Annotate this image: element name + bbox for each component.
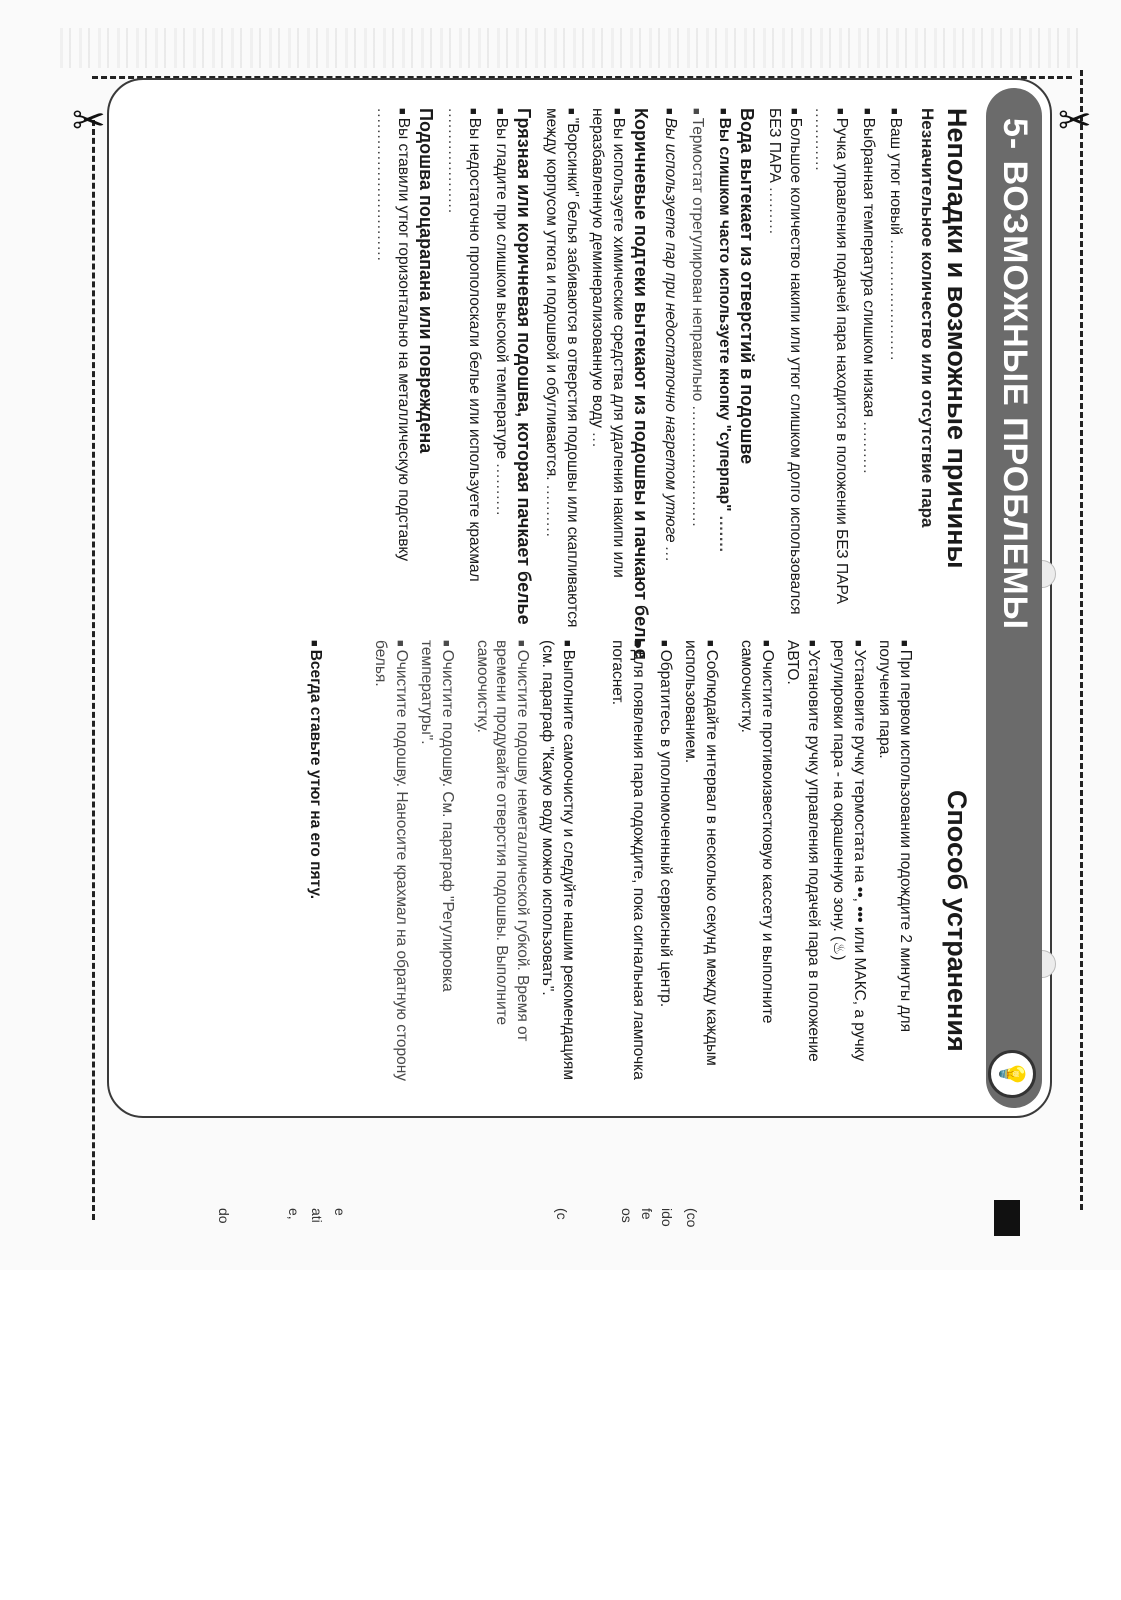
problem-title: Незначительное количество или отсутствие пара <box>918 108 937 528</box>
cause-item: ■ Вы используете пар при недостаточно нагретом утюге ... <box>659 108 680 628</box>
cut-line-left <box>92 120 95 1220</box>
fragment-text: os <box>619 1208 635 1223</box>
fragment-text: fe <box>639 1208 655 1220</box>
problem-title: Грязная или коричневая подошва, которая пачкает белье <box>514 108 534 625</box>
fixes-heading: Способ устранения <box>942 790 972 1052</box>
cause-item: ■ "Ворсинки" белья забиваются в отверстия подошвы или скапливаются между корпусом утюга и подошвой и обугливаются. .......... <box>542 108 582 628</box>
adjacent-page-fragment <box>80 1208 1060 1248</box>
page-tab-marker <box>994 1200 1020 1236</box>
scissors-icon: ✂ <box>1058 99 1092 143</box>
fix-item: ■ Установите ручку управления подачей пара в положение АВТО. <box>783 640 823 1090</box>
fix-item: ■ Соблюдайте интервал в несколько секунд между каждым использованием. <box>681 640 721 1090</box>
fixes-column <box>298 640 972 1090</box>
section-title: 5- ВОЗМОЖНЫЕ ПРОБЛЕМЫ <box>996 118 1034 630</box>
fix-item: ■ Очистите подошву. См. параграф "Регулировка температуры". <box>417 640 457 1090</box>
fragment-text: (co <box>684 1208 700 1228</box>
cause-item: ■ Ваш утюг новый ....................... <box>884 108 905 628</box>
fragment-text: e, <box>286 1208 302 1220</box>
fix-item: ■ При первом использовании подождите 2 минуты для получения пара. <box>875 640 915 1090</box>
cause-item: ■ Термостат отрегулирован неправильно ....................... <box>686 108 707 628</box>
cause-item: ■ Ручка управления подачей пара находится в положении БЕЗ ПАРА ............ <box>811 108 851 628</box>
problem-title: Подошва поцарапана или повреждена <box>416 108 436 454</box>
problem-group <box>373 108 436 628</box>
cause-item: ■ Вы используете химические средства для удаления накипи или неразбавленную деминерализованную воду ... <box>588 108 628 628</box>
cause-item: ■ Вы гладите при слишком высокой температуре .......... <box>490 108 511 628</box>
scissors-icon: ✂ <box>72 99 106 143</box>
problem-group <box>659 108 757 628</box>
causes-column <box>365 108 972 659</box>
causes-heading: Неполадки и возможные причины <box>942 108 972 569</box>
fragment-text: e <box>332 1208 348 1216</box>
cause-item: ■ Вы недостаточно прополоскали белье или используете крахмал .................... <box>444 108 484 628</box>
cause-item: ■ Вы ставили утюг горизонтально на металлическую подставку ............................. <box>373 108 413 628</box>
troubleshooting-panel <box>107 78 1052 1118</box>
scan-noise <box>60 28 1080 68</box>
cause-item: ■ Большое количество накипи или утюг слишком долго использовался БЕЗ ПАРА ......... <box>765 108 805 628</box>
fix-item: ■ Всегда ставьте утюг на его пяту. <box>304 640 325 1090</box>
cause-item: ■ Выбранная температура слишком низкая .......... <box>857 108 878 628</box>
lightbulb-icon: 💡 <box>988 1050 1036 1098</box>
fix-item: ■ Очистите подошву. Наносите крахмал на обратную сторону белья. <box>371 640 411 1090</box>
section-banner <box>986 88 1042 1108</box>
problem-group <box>542 108 651 659</box>
problem-group <box>444 108 534 628</box>
fix-item: ■ Установите ручку термостата на ••, ••• или МАКС, а ручку регулировки пара - на окрашенную зону. (♨) <box>829 640 869 1090</box>
fix-item: ■ Выполните самоочистку и следуйте нашим рекомендациям (см. параграф "Какую воду можно использовать". <box>538 640 578 1090</box>
fix-item: ■ Обратитесь в уполномоченный сервисный центр. <box>654 640 675 1090</box>
fragment-text: do <box>216 1208 232 1224</box>
cut-line-right <box>1080 70 1083 1210</box>
problem-title: Коричневые подтеки вытекают из подошвы и пачкают белье <box>631 108 651 659</box>
fragment-text: (c <box>554 1208 570 1220</box>
fragment-text: ati <box>309 1208 325 1223</box>
problem-group <box>765 108 937 628</box>
fix-item: ■ Очистите подошву неметаллической губкой. Время от времени продувайте отверстия подошвы. Выполните самоочистку. <box>473 640 532 1090</box>
fix-item: ■ Для появления пара подождите, пока сигнальная лампочка погаснет. <box>608 640 648 1090</box>
fragment-text: ido <box>659 1208 675 1227</box>
fix-item: ■ Очистите противоизвестковую кассету и выполните самоочистку. <box>737 640 777 1090</box>
cause-item: ■ Вы слишком часто используете кнопку "суперпар" ....... <box>713 108 734 628</box>
problem-title: Вода вытекает из отверстий в подошве <box>737 108 757 465</box>
